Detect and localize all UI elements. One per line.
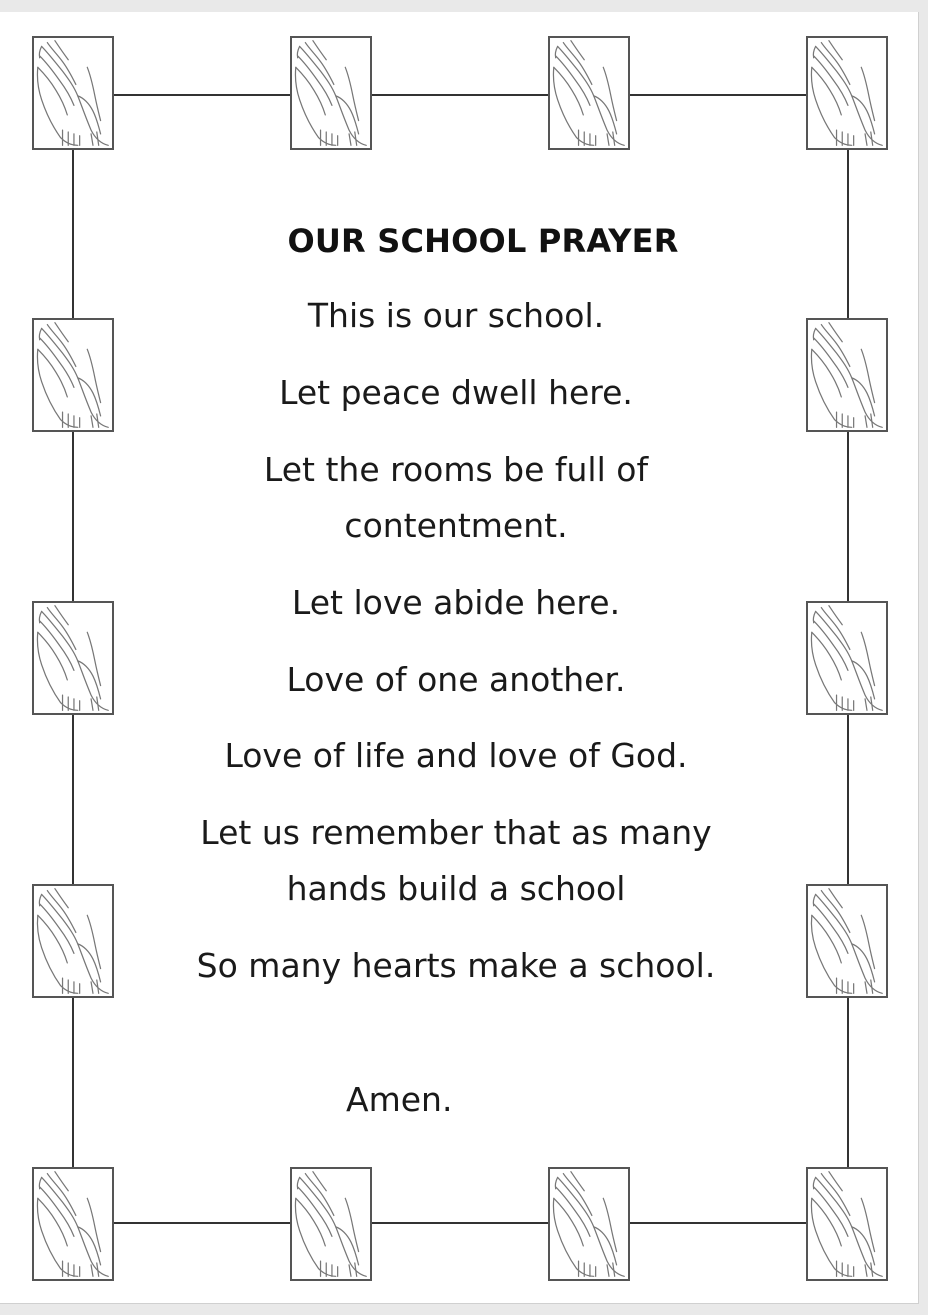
prayer-closing: Amen. [346,1080,453,1119]
praying-hands-icon [806,1167,888,1281]
prayer-title: OUR SCHOOL PRAYER [287,222,679,260]
praying-hands-icon [290,1167,372,1281]
prayer-line: Let love abide here. [291,583,621,622]
praying-hands-icon [548,1167,630,1281]
border-line-top [72,94,848,96]
prayer-line: Let peace dwell here. [279,373,633,412]
praying-hands-icon [32,1167,114,1281]
prayer-line: Let the rooms be full of [263,450,649,489]
prayer-line: Let us remember that as many [200,813,712,852]
prayer-page [0,12,919,1304]
prayer-line: Love of one another. [286,660,626,699]
prayer-line: This is our school. [307,296,605,335]
prayer-line: Love of life and love of God. [224,736,688,775]
praying-hands-icon [806,36,888,150]
praying-hands-icon [548,36,630,150]
praying-hands-icon [290,36,372,150]
praying-hands-icon [32,36,114,150]
prayer-line: So many hearts make a school. [196,946,716,985]
prayer-line: hands build a school [286,869,626,908]
prayer-line: contentment. [344,506,568,545]
border-line-bottom [72,1222,848,1224]
